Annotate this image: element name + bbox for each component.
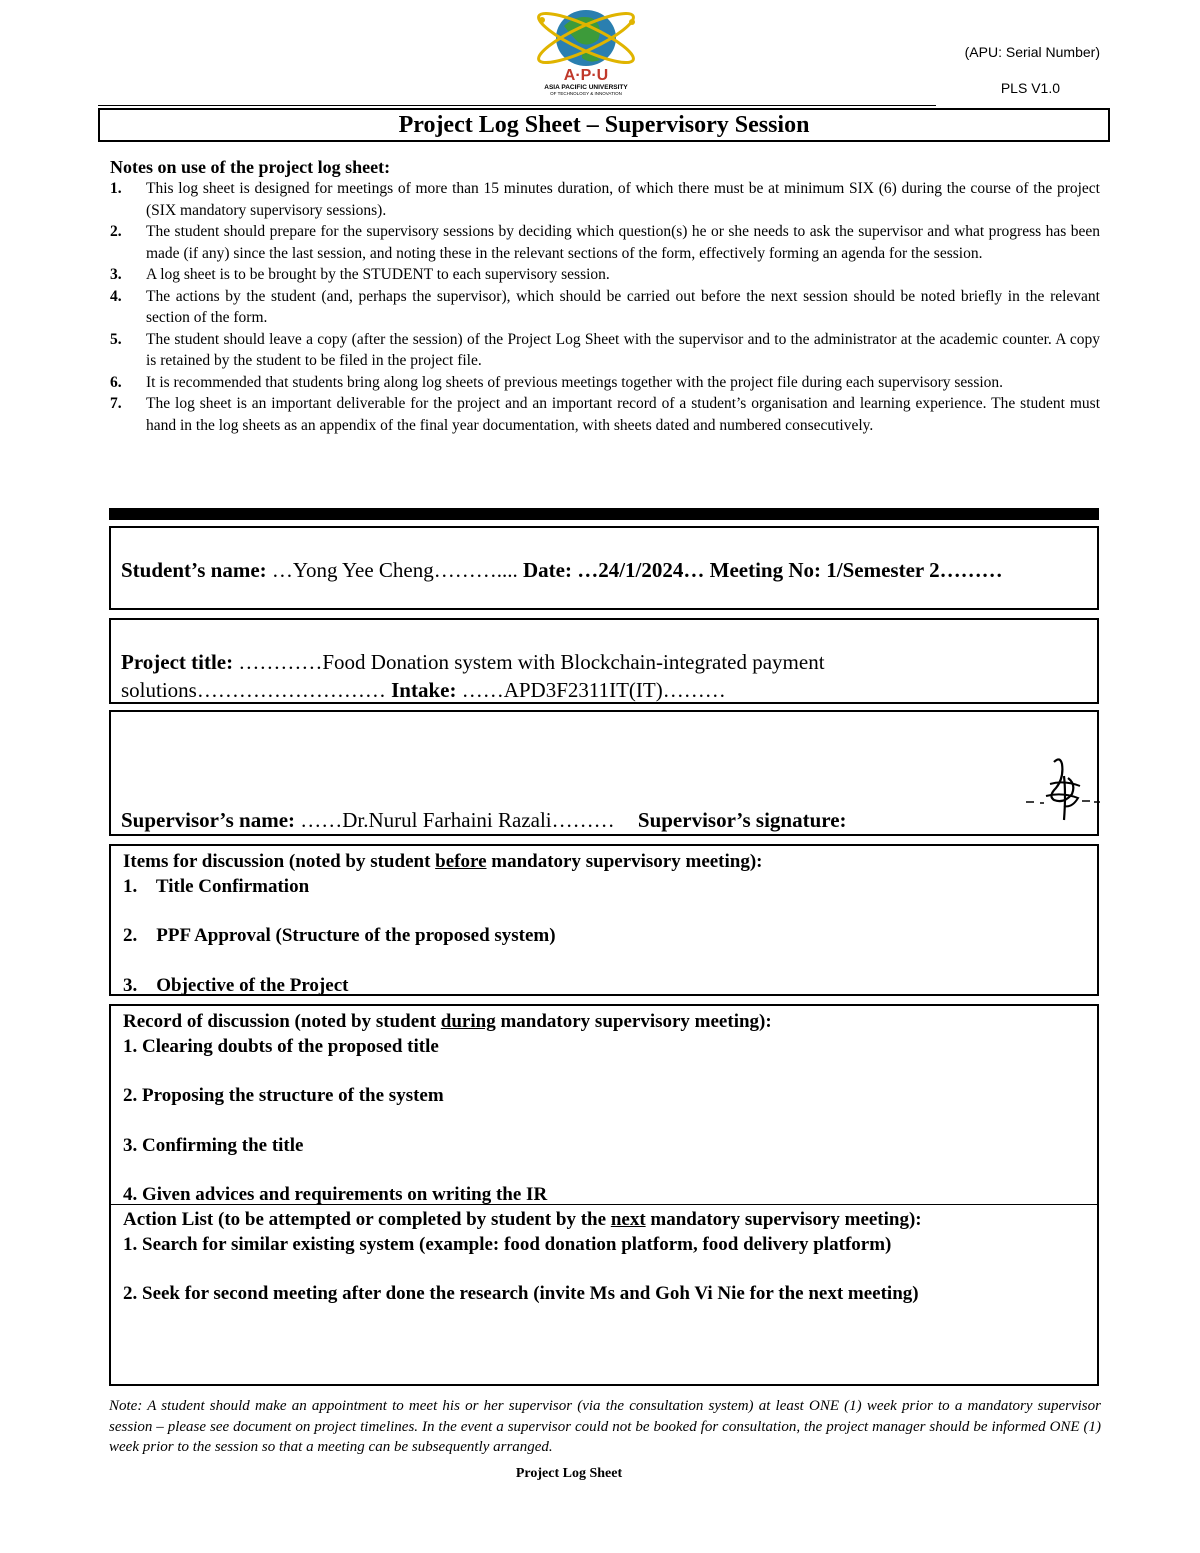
page-footer: Project Log Sheet xyxy=(515,1466,623,1481)
intake-value[interactable]: ……APD3F2311IT(IT)……… xyxy=(456,678,726,702)
student-info-box xyxy=(109,526,1099,610)
meeting-no-label: Meeting No: xyxy=(709,558,822,582)
header-divider xyxy=(98,105,936,106)
action-item[interactable]: 1. Search for similar existing system (example: food donation platform, food delivery platform) xyxy=(123,1233,892,1255)
record-item[interactable]: 1. Clearing doubts of the proposed title xyxy=(123,1035,439,1057)
version-label: PLS V1.0 xyxy=(1000,80,1060,96)
discussion-item[interactable]: 1. Title Confirmation xyxy=(123,875,310,897)
svg-text:ASIA PACIFIC UNIVERSITY: ASIA PACIFIC UNIVERSITY xyxy=(544,84,628,91)
discussion-item[interactable]: 3. Objective of the Project xyxy=(123,974,349,996)
student-name-label: Student’s name: xyxy=(121,558,267,582)
supervisor-signature-label: Supervisor’s signature: xyxy=(637,808,847,832)
action-heading: Action List (to be attempted or completed by student by the next mandatory supervisory meeting): xyxy=(123,1209,922,1230)
note-item: 5. The student should leave a copy (after the session) of the Project Log Sheet with the supervisor and to the administrator at the academic counter. A copy is retained by the student to be filed in the project file. xyxy=(110,330,1100,369)
supervisor-signature xyxy=(1020,754,1104,830)
project-title-value[interactable]: …………Food Donation system with Blockchain-integrated payment solutions……………………… xyxy=(121,650,825,702)
note-item: 4. The actions by the student (and, perhaps the supervisor), which should be carried out before the next session should be noted briefly in the relevant section of the form. xyxy=(110,287,1100,326)
intake-label: Intake: xyxy=(391,678,457,702)
serial-number-label: (APU: Serial Number) xyxy=(964,44,1100,60)
apu-logo xyxy=(512,4,660,96)
student-name-value[interactable]: …Yong Yee Cheng……….... xyxy=(266,558,523,582)
note-item: 2. The student should prepare for the supervisory sessions by deciding which question(s) he or she needs to ask the supervisor and what progress has been made (if any) since the last session, and noting these in the relevant sections of the form, effectively forming an agenda for the session. xyxy=(110,223,1100,262)
svg-text:A·P·U: A·P·U xyxy=(563,67,609,84)
page-title: Project Log Sheet – Supervisory Session xyxy=(98,108,1110,142)
action-list-box xyxy=(109,1204,1099,1386)
section-separator xyxy=(109,508,1099,520)
notes-heading: Notes on use of the project log sheet: xyxy=(110,157,391,177)
footnote: Note: A student should make an appointment to meet his or her supervisor (via the consultation system) at least ONE (1) week prior to a mandatory supervisor session – please see document on project timelines. In the event a supervisor could not be booked for consultation, the project manager should be informed ONE (1) week prior to the session so that a meeting can be subsequently arranged. xyxy=(109,1398,1101,1455)
meeting-no-value[interactable]: 1/Semester 2……… xyxy=(821,558,1003,582)
note-item: 3. A log sheet is to be brought by the STUDENT to each supervisory session. xyxy=(110,266,610,283)
record-heading: Record of discussion (noted by student during mandatory supervisory meeting): xyxy=(123,1011,772,1032)
items-heading: Items for discussion (noted by student before mandatory supervisory meeting): xyxy=(123,851,763,872)
date-value[interactable]: …24/1/2024… xyxy=(571,558,710,582)
date-label: Date: xyxy=(522,558,572,582)
note-item: 7. The log sheet is an important deliverable for the project and an important record of a student’s organisation and learning experience. The student must hand in the log sheets as an appendix of the final year documentation, with sheets dated and numbered consecutively. xyxy=(110,395,1100,434)
note-item: 1. This log sheet is designed for meetings of more than 15 minutes duration, of which there must be at minimum SIX (6) during the course of the project (SIX mandatory supervisory sessions). xyxy=(110,180,1100,219)
notes-list xyxy=(110,178,1100,436)
svg-text:OF TECHNOLOGY & INNOVATION: OF TECHNOLOGY & INNOVATION xyxy=(550,91,622,96)
record-item[interactable]: 4. Given advices and requirements on writing the IR xyxy=(123,1184,548,1205)
record-item[interactable]: 2. Proposing the structure of the system xyxy=(123,1085,444,1106)
action-item[interactable]: 2. Seek for second meeting after done the research (invite Ms and Goh Vi Nie for the next meeting) xyxy=(123,1283,919,1304)
supervisor-info-box xyxy=(109,710,1099,836)
record-of-discussion-box xyxy=(109,1004,1099,1204)
project-title-label: Project title: xyxy=(121,650,234,674)
supervisor-name-value[interactable]: ……Dr.Nurul Farhaini Razali……… xyxy=(295,808,620,832)
items-for-discussion-box xyxy=(109,844,1099,996)
project-info-box xyxy=(109,618,1099,704)
note-item: 6. It is recommended that students bring along log sheets of previous meetings together with the project file during each supervisory session. xyxy=(110,373,1004,391)
record-item[interactable]: 3. Confirming the title xyxy=(123,1134,304,1156)
supervisor-name-label: Supervisor’s name: xyxy=(121,808,296,832)
discussion-item[interactable]: 2. PPF Approval (Structure of the proposed system) xyxy=(123,925,556,946)
